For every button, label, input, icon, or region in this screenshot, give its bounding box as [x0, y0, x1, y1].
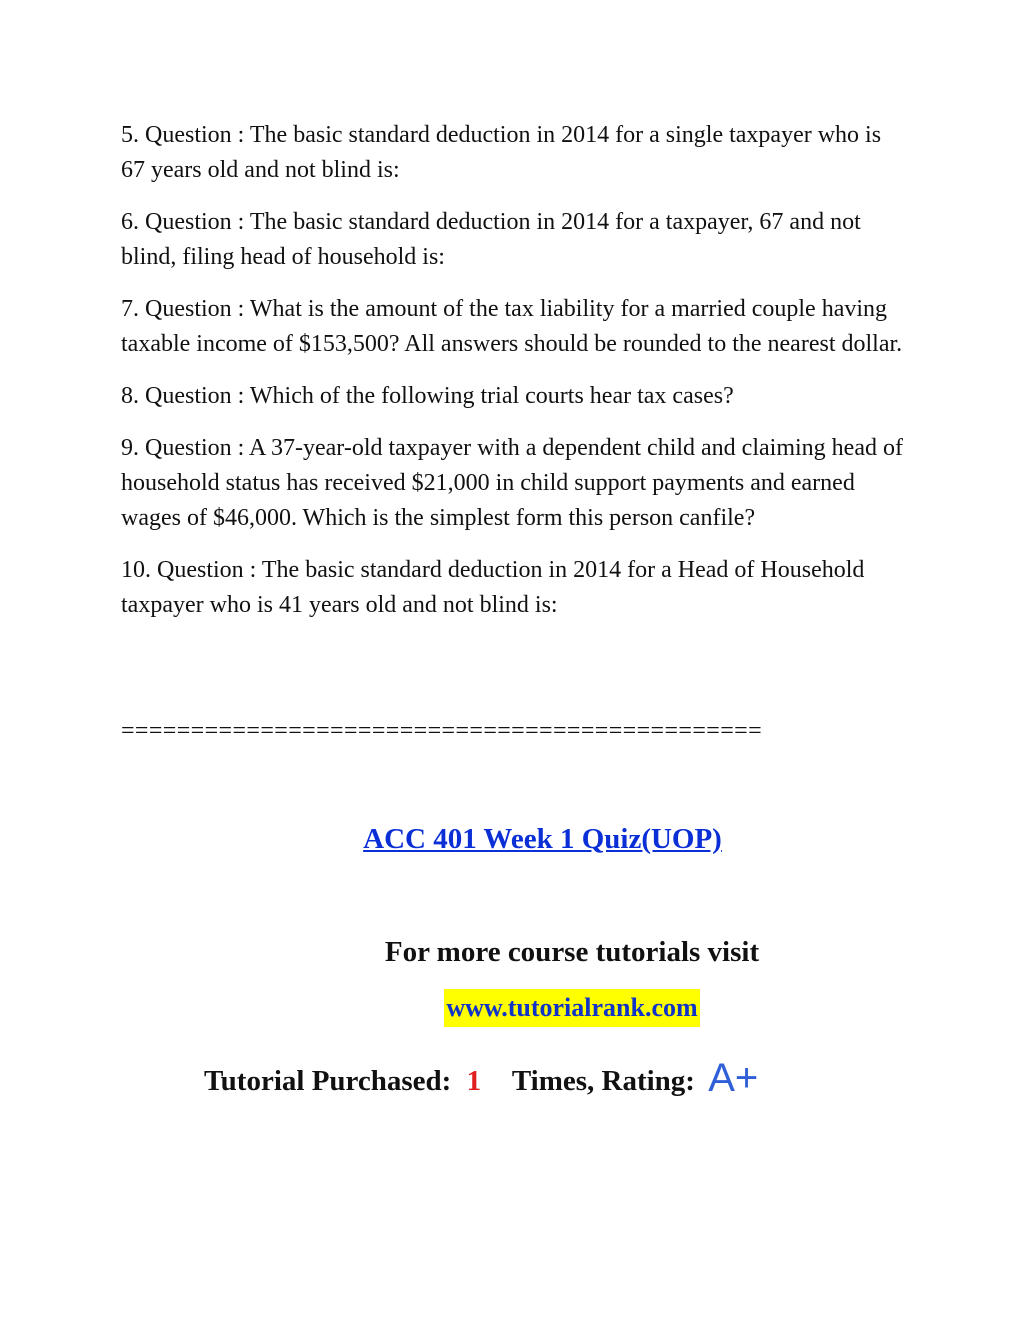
question-list: [121, 118, 911, 640]
site-link-wrapper: [0, 989, 1024, 1027]
purchase-count: 1: [466, 1065, 482, 1097]
rating-label: Times, Rating:: [511, 1065, 695, 1097]
question-7: 7. Question : What is the amount of the tax liability for a married couple having taxable income of $153,500? All answers should be rounded to the nearest dollar.: [121, 296, 903, 357]
purchase-info: [204, 1054, 758, 1105]
section-divider: ==============================================: [121, 718, 763, 744]
course-link[interactable]: ACC 401 Week 1 Quiz(UOP): [363, 823, 722, 855]
question-8: 8. Question : Which of the following trial courts hear tax cases?: [121, 383, 734, 409]
question-6: 6. Question : The basic standard deduction in 2014 for a taxpayer, 67 and not blind, filing head of household is:: [121, 209, 861, 270]
tutorials-note: For more course tutorials visit: [384, 936, 760, 968]
question-5: 5. Question : The basic standard deduction in 2014 for a single taxpayer who is 67 years old and not blind is:: [121, 122, 882, 183]
purchase-label: Tutorial Purchased:: [204, 1065, 452, 1097]
site-link[interactable]: www.tutorialrank.com: [444, 989, 699, 1027]
question-9: 9. Question : A 37-year-old taxpayer with a dependent child and claiming head of household status has received $21,000 in child support payments and earned wages of $46,000. Which is the simplest form this person canfile?: [121, 435, 903, 531]
question-10: 10. Question : The basic standard deduction in 2014 for a Head of Household taxpayer who is 41 years old and not blind is:: [121, 557, 865, 618]
rating-value: A+: [708, 1056, 759, 1100]
